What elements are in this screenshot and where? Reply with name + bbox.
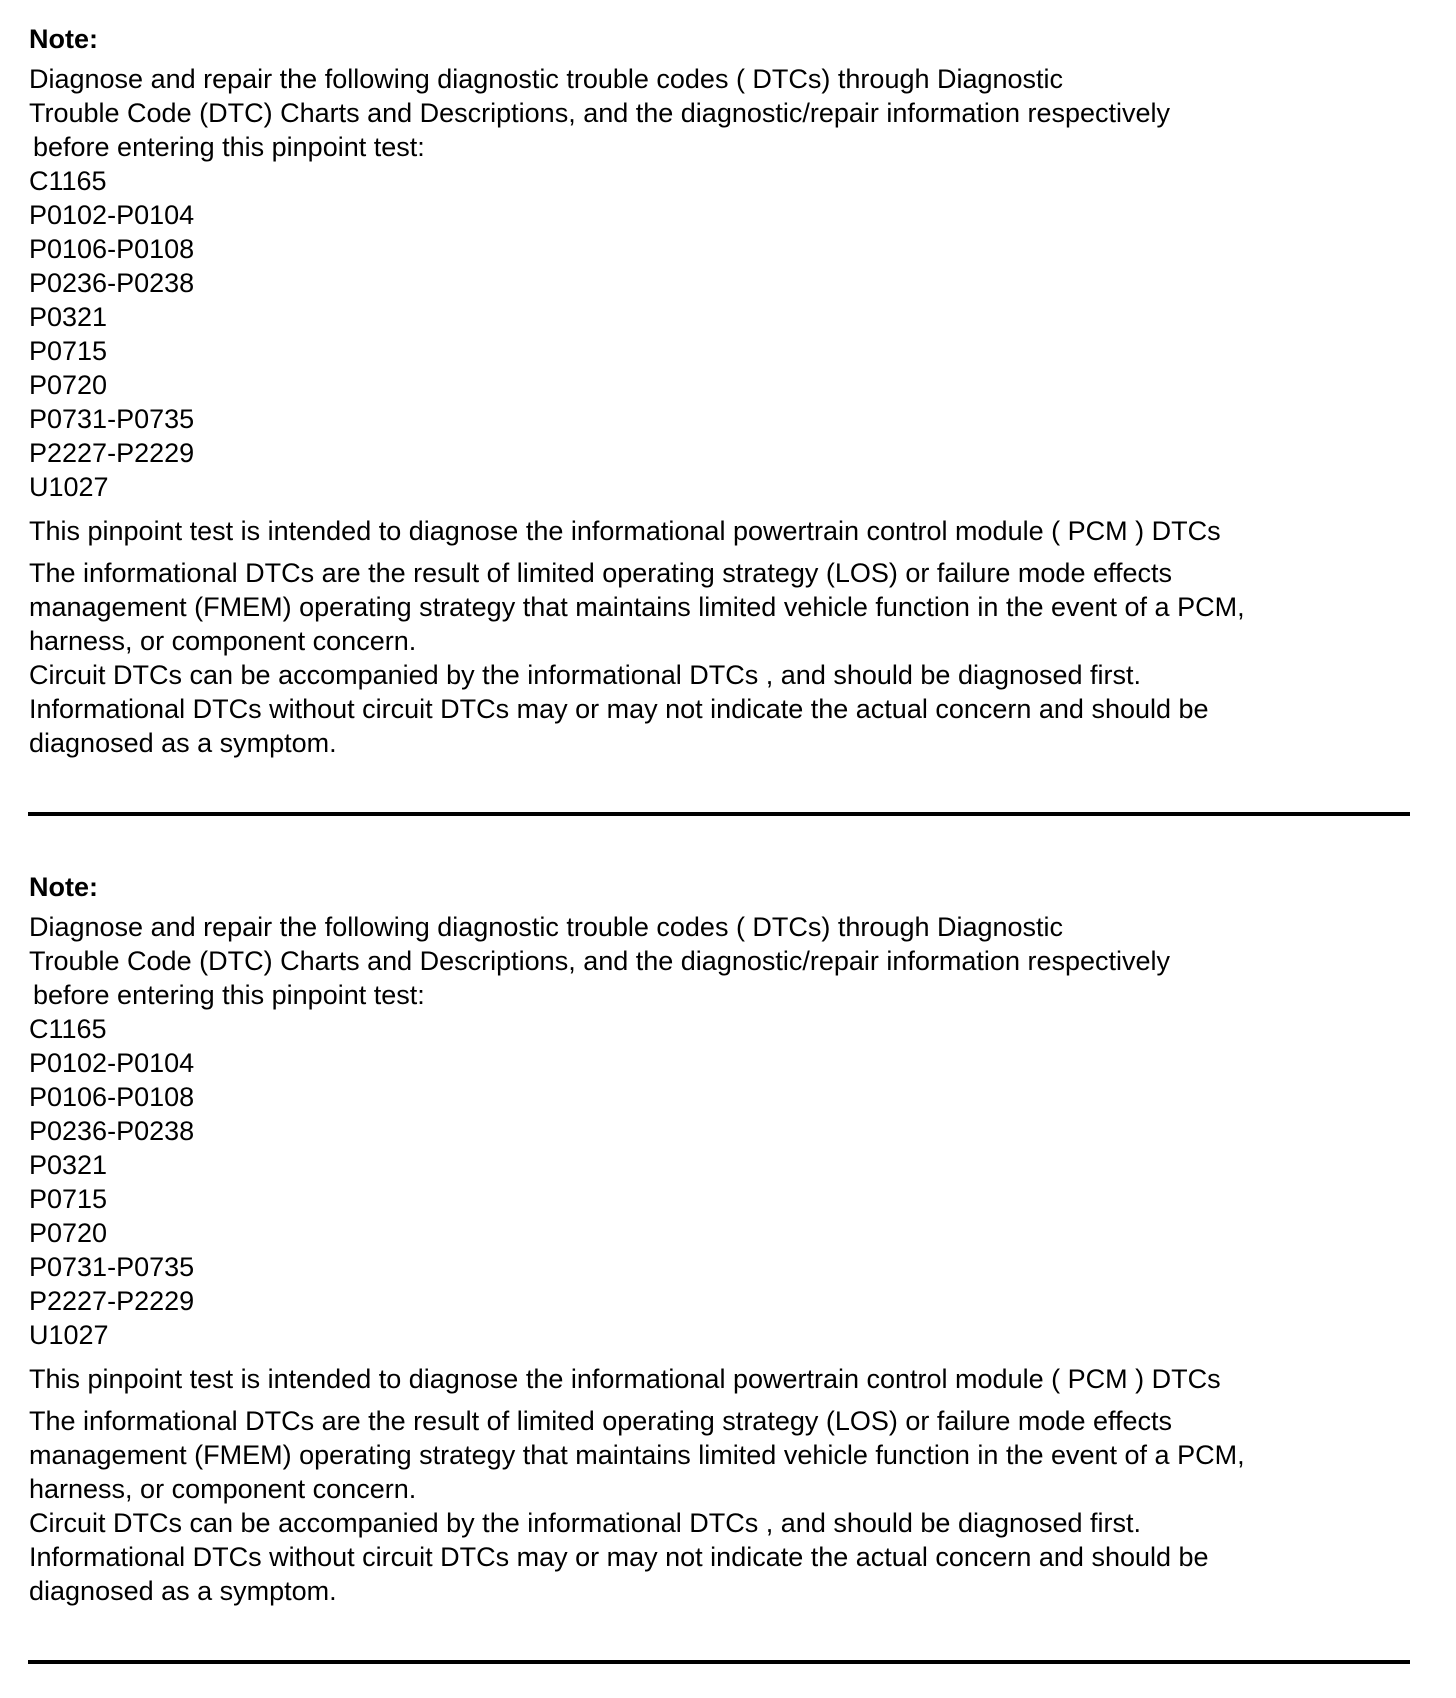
explanation-line: diagnosed as a symptom.	[29, 728, 337, 758]
intro-line: Diagnose and repair the following diagnostic trouble codes ( DTCs) through Diagnostic	[29, 912, 1064, 942]
explanation-text	[29, 1404, 1409, 1608]
explanation-line: diagnosed as a symptom.	[29, 1576, 337, 1606]
dtc-code: U1027	[29, 1320, 109, 1350]
note-block-1	[29, 22, 1409, 760]
dtc-code-list	[29, 164, 1409, 504]
section-divider	[28, 812, 1410, 816]
note-title: Note:	[29, 24, 98, 54]
explanation-line: Circuit DTCs can be accompanied by the informational DTCs , and should be diagnosed first.	[29, 1508, 1142, 1538]
dtc-code: P0731-P0735	[29, 1252, 195, 1282]
purpose-text: This pinpoint test is intended to diagnose the informational powertrain control module ( PCM ) DTCs	[29, 1364, 1221, 1394]
dtc-code: P0106-P0108	[29, 1082, 195, 1112]
intro-line: Diagnose and repair the following diagnostic trouble codes ( DTCs) through Diagnostic	[29, 64, 1064, 94]
dtc-code: P0731-P0735	[29, 404, 195, 434]
purpose-text: This pinpoint test is intended to diagnose the informational powertrain control module ( PCM ) DTCs	[29, 516, 1221, 546]
note-block-2	[29, 870, 1409, 1608]
explanation-line: The informational DTCs are the result of limited operating strategy (LOS) or failure mode effects	[29, 1406, 1173, 1436]
note-title: Note:	[29, 872, 98, 902]
intro-line: before entering this pinpoint test:	[33, 132, 425, 162]
dtc-code: P0321	[29, 1150, 108, 1180]
explanation-line: Informational DTCs without circuit DTCs may or may not indicate the actual concern and should be	[29, 1542, 1209, 1572]
intro-line: Trouble Code (DTC) Charts and Descriptions, and the diagnostic/repair information respectively	[29, 946, 1171, 976]
dtc-code: P0236-P0238	[29, 1116, 195, 1146]
dtc-code: P0102-P0104	[29, 1048, 195, 1078]
note-intro	[29, 62, 1409, 164]
dtc-code: P0715	[29, 336, 108, 366]
dtc-code: C1165	[29, 1014, 107, 1044]
intro-line: before entering this pinpoint test:	[33, 980, 425, 1010]
explanation-line: management (FMEM) operating strategy that maintains limited vehicle function in the event of a PCM,	[29, 1440, 1245, 1470]
dtc-code: P0715	[29, 1184, 108, 1214]
dtc-code: P0720	[29, 1218, 108, 1248]
dtc-code: C1165	[29, 166, 107, 196]
dtc-code: P2227-P2229	[29, 438, 195, 468]
dtc-code: U1027	[29, 472, 109, 502]
intro-line: Trouble Code (DTC) Charts and Descriptions, and the diagnostic/repair information respectively	[29, 98, 1171, 128]
note-intro	[29, 910, 1409, 1012]
dtc-code: P0720	[29, 370, 108, 400]
dtc-code: P0106-P0108	[29, 234, 195, 264]
explanation-line: management (FMEM) operating strategy that maintains limited vehicle function in the event of a PCM,	[29, 592, 1245, 622]
dtc-code: P0321	[29, 302, 108, 332]
explanation-text	[29, 556, 1409, 760]
explanation-line: harness, or component concern.	[29, 626, 417, 656]
explanation-line: The informational DTCs are the result of limited operating strategy (LOS) or failure mode effects	[29, 558, 1173, 588]
dtc-code: P0236-P0238	[29, 268, 195, 298]
section-divider	[28, 1660, 1410, 1664]
explanation-line: Circuit DTCs can be accompanied by the informational DTCs , and should be diagnosed first.	[29, 660, 1142, 690]
explanation-line: Informational DTCs without circuit DTCs may or may not indicate the actual concern and should be	[29, 694, 1209, 724]
dtc-code: P0102-P0104	[29, 200, 195, 230]
explanation-line: harness, or component concern.	[29, 1474, 417, 1504]
dtc-code: P2227-P2229	[29, 1286, 195, 1316]
dtc-code-list	[29, 1012, 1409, 1352]
